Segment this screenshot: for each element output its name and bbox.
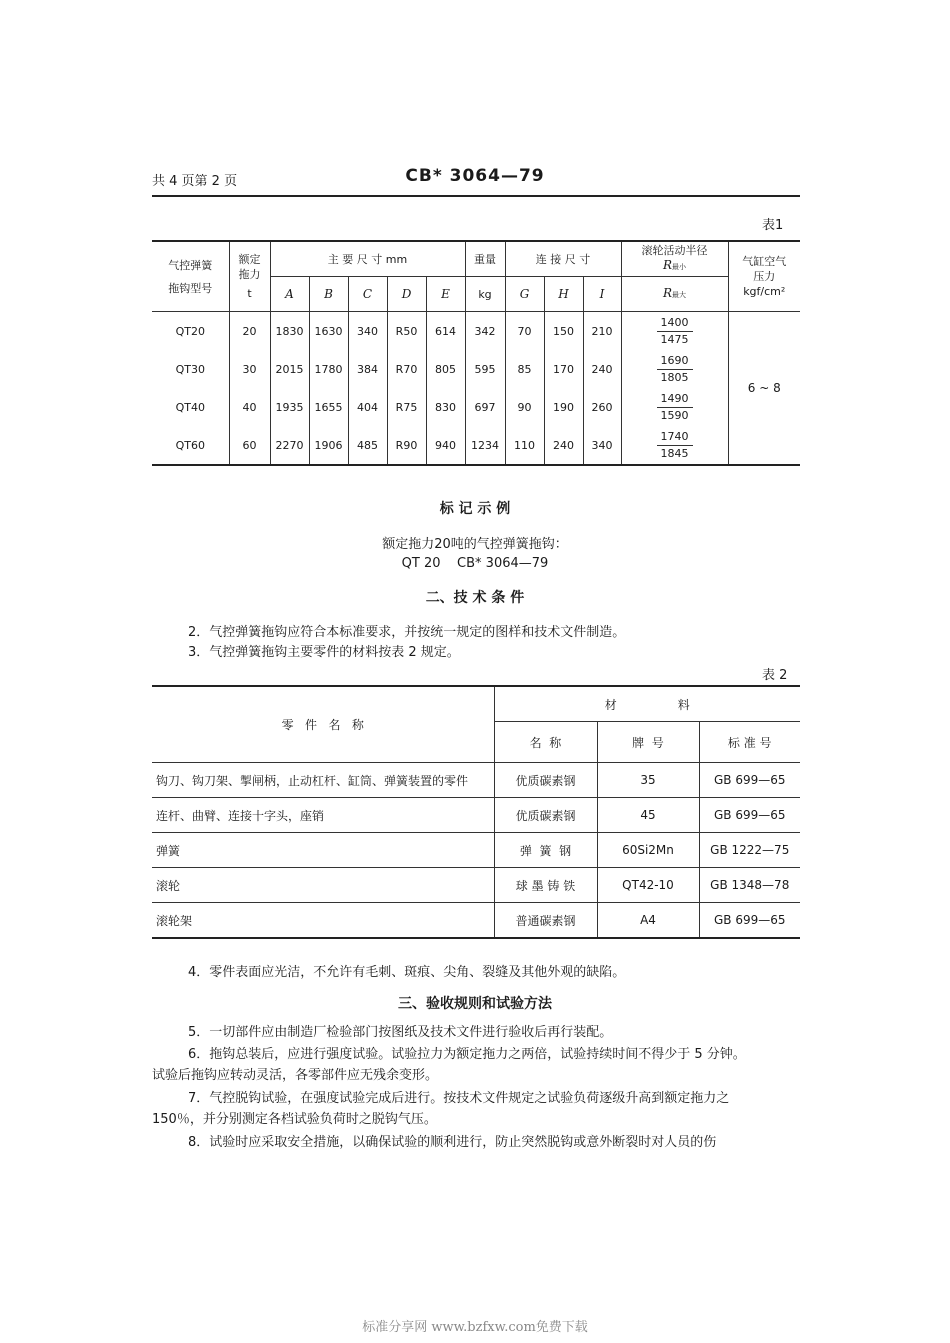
th-conn-g: G (505, 277, 544, 312)
th-material-name: 名 称 (494, 722, 597, 763)
marking-line1: 额定拖力20吨的气控弹簧拖钩： (382, 537, 568, 552)
th-main-dims: 主 要 尺 寸 mm (270, 241, 465, 277)
th-radius: 滚轮活动半径 R最小 (621, 241, 728, 277)
th-conn-i: I (583, 277, 621, 312)
th-dim-b: B (309, 277, 348, 312)
th-dim-e: E (426, 277, 465, 312)
paragraph-4: 4．零件表面应光洁，不允许有毛刺、斑痕、尖角、裂缝及其他外观的缺陷。 (188, 965, 626, 980)
th-dim-d: D (387, 277, 426, 312)
table2-label: 表 2 (762, 668, 788, 683)
th-material: 材 料 (494, 686, 800, 722)
standard-code: CB* 3064—79 (405, 166, 545, 186)
footer-watermark: 标准分享网 www.bzfxw.com免费下载 (362, 1320, 588, 1335)
table-row: 滚轮架 普通碳素钢 A4 GB 699—65 (152, 903, 800, 939)
table2 (152, 685, 800, 939)
th-air-pressure: 气缸空气 压力 kgf/cm² (728, 241, 800, 312)
section2-title: 二、技 术 条 件 (425, 590, 525, 606)
paragraph-5: 5．一切部件应由制造厂检验部门按图纸及技术文件进行验收后再行装配。 (188, 1025, 613, 1040)
table1 (152, 240, 800, 466)
section3-title: 三、验收规则和试验方法 (398, 996, 552, 1012)
th-dim-a: A (270, 277, 309, 312)
marking-line2: QT 20 CB* 3064—79 (401, 556, 549, 571)
table-row: QT60 60 2270 1906 485 R90 940 1234 110 240 340 $\frac{1740}{1845}$ (152, 426, 800, 465)
th-r-max: R最大 (621, 277, 728, 312)
table1-label: 表1 (762, 218, 784, 233)
page-info: 共 4 页第 2 页 (152, 174, 238, 189)
table-row: QT20 20 1830 1630 340 R50 614 342 70 150 210 $\frac{1400}{1475}$ 6 ~ 8 (152, 312, 800, 351)
table-row: 滚轮 球 墨 铸 铁 QT42-10 GB 1348—78 (152, 868, 800, 903)
table-row: QT40 40 1935 1655 404 R75 830 697 90 190 260 $\frac{1490}{1590}$ (152, 388, 800, 426)
th-rated-pull: 额定 拖力 t (229, 241, 270, 312)
table-row: 弹簧 弹 簧 钢 60Si2Mn GB 1222—75 (152, 833, 800, 868)
th-material-std: 标 准 号 (699, 722, 800, 763)
th-weight-unit: kg (465, 277, 505, 312)
th-material-grade: 牌 号 (597, 722, 699, 763)
th-conn-h: H (544, 277, 583, 312)
table-row: QT30 30 2015 1780 384 R70 805 595 85 170 240 $\frac{1690}{1805}$ (152, 350, 800, 388)
paragraph-7b: 150％，并分别测定各档试验负荷时之脱钩气压。 (152, 1112, 437, 1127)
paragraph-6a: 6．拖钩总装后，应进行强度试验。试验拉力为额定拖力之两倍，试验持续时间不得少于 5 分钟。 (188, 1047, 746, 1062)
paragraph-6b: 试验后拖钩应转动灵活，各零部件应无残余变形。 (152, 1068, 439, 1083)
table-row: 钩刀、钩刀架、掣闸柄，止动杠杆、缸筒、弹簧装置的零件 优质碳素钢 35 GB 699—65 (152, 763, 800, 798)
th-part-name: 零 件 名 称 (152, 686, 494, 763)
th-weight: 重量 (465, 241, 505, 277)
paragraph-3: 3．气控弹簧拖钩主要零件的材料按表 2 规定。 (188, 645, 460, 660)
table-row: 连杆、曲臂、连接十字头，座销 优质碳素钢 45 GB 699—65 (152, 798, 800, 833)
th-conn-dims: 连 接 尺 寸 (505, 241, 621, 277)
paragraph-7a: 7．气控脱钩试验，在强度试验完成后进行。按技术文件规定之试验负荷逐级升高到额定拖力之 (188, 1091, 730, 1106)
header-rule (152, 195, 800, 197)
marking-title: 标 记 示 例 (439, 501, 511, 517)
air-pressure-value: 6 ~ 8 (747, 381, 781, 395)
paragraph-2: 2．气控弹簧拖钩应符合本标准要求，并按统一规定的图样和技术文件制造。 (188, 625, 626, 640)
th-dim-c: C (348, 277, 387, 312)
th-model: 气控弹簧 拖钩型号 (152, 241, 229, 312)
paragraph-8: 8．试验时应采取安全措施，以确保试验的顺利进行，防止突然脱钩或意外断裂时对人员的伤 (188, 1135, 717, 1150)
